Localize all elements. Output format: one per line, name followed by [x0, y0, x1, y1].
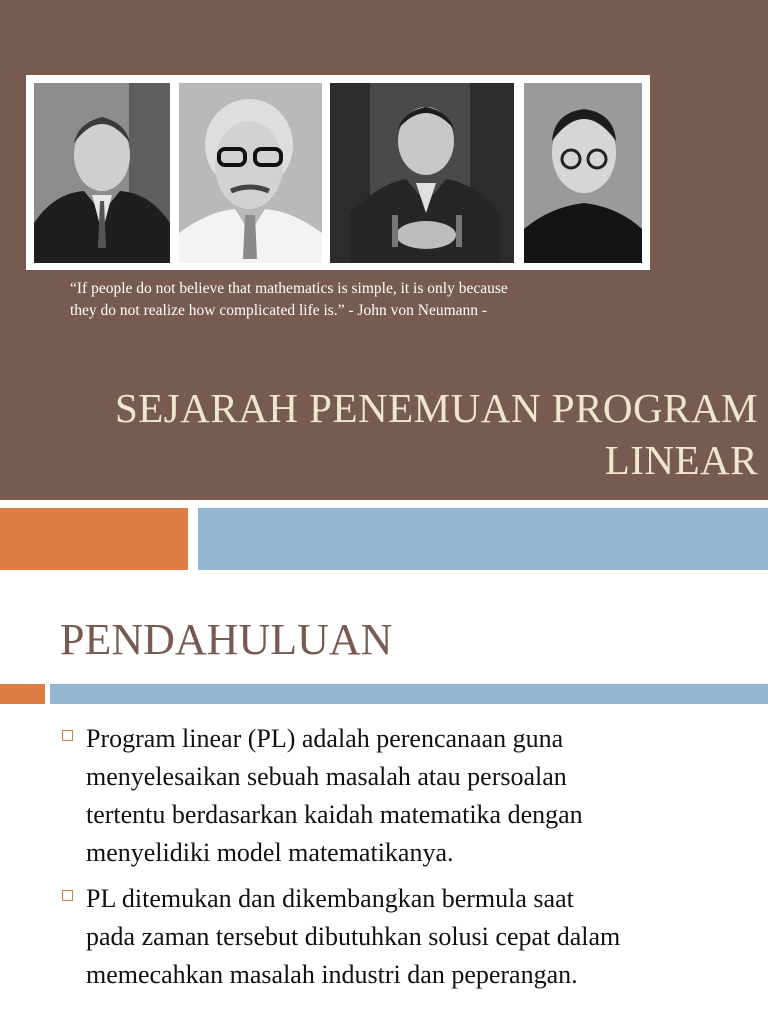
bullet-line: pada zaman tersebut dibutuhkan solusi cepat dalam: [86, 922, 621, 951]
title-slide: [0, 0, 768, 500]
bullet-line: PL ditemukan dan dikembangkan bermula saat: [86, 884, 574, 913]
slide-title-line: SEJARAH PENEMUAN PROGRAM: [114, 385, 758, 431]
bullet-line: menyelidiki model matematikanya.: [86, 838, 454, 867]
bullet-item: [60, 720, 750, 872]
slide-title: [18, 382, 758, 486]
slide-title-line: LINEAR: [604, 437, 758, 483]
bullet-list: [60, 720, 750, 1002]
accent-bar-orange: [0, 508, 188, 570]
accent-bar-blue: [198, 508, 768, 570]
square-bullet-icon: [62, 890, 73, 901]
portrait-photo-2: [179, 83, 322, 263]
quote: [70, 278, 670, 322]
bullet-line: tertentu berdasarkan kaidah matematika dengan: [86, 800, 583, 829]
square-bullet-icon: [62, 730, 73, 741]
bullet-line: Program linear (PL) adalah perencanaan guna: [86, 724, 564, 753]
quote-line: they do not realize how complicated life is.” - John von Neumann -: [70, 302, 488, 319]
photo-strip: [26, 75, 650, 270]
section-title: PENDAHULUAN: [60, 615, 393, 664]
portrait-photo-1: [34, 83, 170, 263]
accent-bar-orange: [0, 684, 45, 704]
bullet-line: menyelesaikan sebuah masalah atau persoalan: [86, 762, 567, 791]
bullet-item: [60, 880, 750, 994]
quote-line: “If people do not believe that mathematics is simple, it is only because: [70, 280, 508, 297]
portrait-photo-3: [330, 83, 514, 263]
accent-bar-blue: [50, 684, 768, 704]
bullet-line: memecahkan masalah industri dan peperangan.: [86, 960, 578, 989]
portrait-photo-4: [524, 83, 642, 263]
